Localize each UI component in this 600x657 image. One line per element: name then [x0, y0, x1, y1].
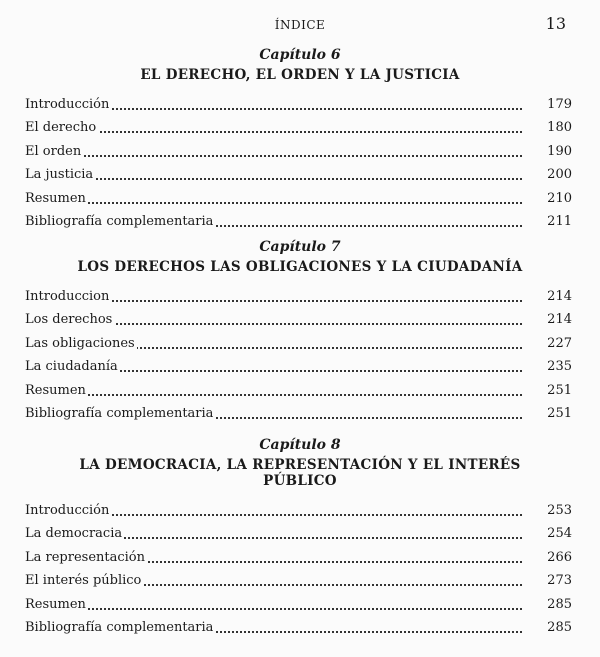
page-number: 13: [545, 14, 566, 33]
entry-title: Los derechos: [25, 312, 113, 327]
entry-page: 179: [547, 96, 572, 112]
chapter-title: EL DERECHO, EL ORDEN Y LA JUSTICIA: [140, 67, 460, 83]
entry-title: El orden: [25, 143, 82, 159]
chapter-label: Capítulo 6: [259, 47, 341, 63]
toc-entry: [25, 544, 572, 568]
entry-page: 251: [547, 406, 572, 421]
toc-entry: [25, 401, 572, 425]
chapter-8: [0, 436, 600, 638]
toc-entry: [25, 377, 572, 401]
dot-leader: [25, 202, 522, 204]
entry-page: 214: [547, 288, 572, 304]
entry-title: La justicia: [25, 167, 94, 182]
chapter-label: Capítulo 7: [259, 239, 341, 255]
entry-page: 190: [547, 143, 572, 159]
entry-title: Introducción: [25, 502, 110, 518]
toc-entry: [25, 568, 572, 592]
entry-title: La democracia: [25, 526, 123, 541]
entry-title: Resumen: [25, 190, 86, 206]
entry-title: Bibliografía complementaria: [25, 406, 214, 421]
chapter-title: LOS DERECHOS LAS OBLIGACIONES Y LA CIUDADANÍA: [77, 259, 523, 275]
entry-title: El interés público: [25, 573, 142, 588]
dot-leader: [25, 178, 522, 180]
dot-leader: [25, 155, 522, 157]
entry-title: Bibliografía complementaria: [25, 620, 214, 635]
toc-entry: [25, 615, 572, 639]
dot-leader: [25, 394, 522, 396]
entry-title: El derecho: [25, 120, 97, 135]
toc-entry: [25, 330, 572, 354]
toc-entry: [25, 307, 572, 331]
entry-page: 254: [547, 526, 572, 541]
toc-entry: [25, 91, 572, 115]
entry-page: 211: [547, 214, 572, 229]
entry-page: 273: [547, 573, 572, 588]
entry-title: La ciudadanía: [25, 359, 118, 374]
entry-title: Las obligaciones: [25, 335, 135, 351]
entry-page: 180: [547, 120, 572, 135]
toc-entry: [25, 138, 572, 162]
entry-title: Introduccion: [25, 288, 110, 304]
toc-entry: [25, 521, 572, 545]
entry-page: 210: [547, 190, 572, 206]
entry-page: 251: [547, 382, 572, 398]
chapter-6: [0, 46, 600, 232]
entry-title: La representación: [25, 549, 146, 565]
toc-entry: [25, 209, 572, 233]
chapter-7: [0, 238, 600, 424]
entry-title: Resumen: [25, 382, 86, 398]
entry-page: 285: [547, 596, 572, 612]
entry-page: 253: [547, 502, 572, 518]
chapter-title: LA DEMOCRACIA, LA REPRESENTACIÓN Y EL INTERÉS PÚBLICO: [79, 457, 521, 489]
entry-title: Bibliografía complementaria: [25, 214, 214, 229]
chapter-label: Capítulo 8: [259, 437, 341, 453]
toc-entries: [0, 91, 600, 232]
running-title: ÍNDICE: [274, 18, 326, 32]
toc-entry: [25, 354, 572, 378]
toc-entry: [25, 185, 572, 209]
entry-page: 227: [547, 335, 572, 351]
entry-page: 200: [547, 167, 572, 182]
toc-entries: [0, 497, 600, 638]
entry-page: 266: [547, 549, 572, 565]
entry-title: Resumen: [25, 596, 86, 612]
dot-leader: [25, 131, 522, 133]
page-header: [0, 0, 600, 40]
toc-entry: [25, 497, 572, 521]
entry-page: 285: [547, 620, 572, 635]
toc-entry: [25, 162, 572, 186]
toc-entry: [25, 283, 572, 307]
dot-leader: [25, 608, 522, 610]
entry-page: 235: [547, 359, 572, 374]
entry-title: Introducción: [25, 96, 110, 112]
toc-entries: [0, 283, 600, 424]
toc-entry: [25, 115, 572, 139]
entry-page: 214: [547, 312, 572, 327]
toc-entry: [25, 591, 572, 615]
